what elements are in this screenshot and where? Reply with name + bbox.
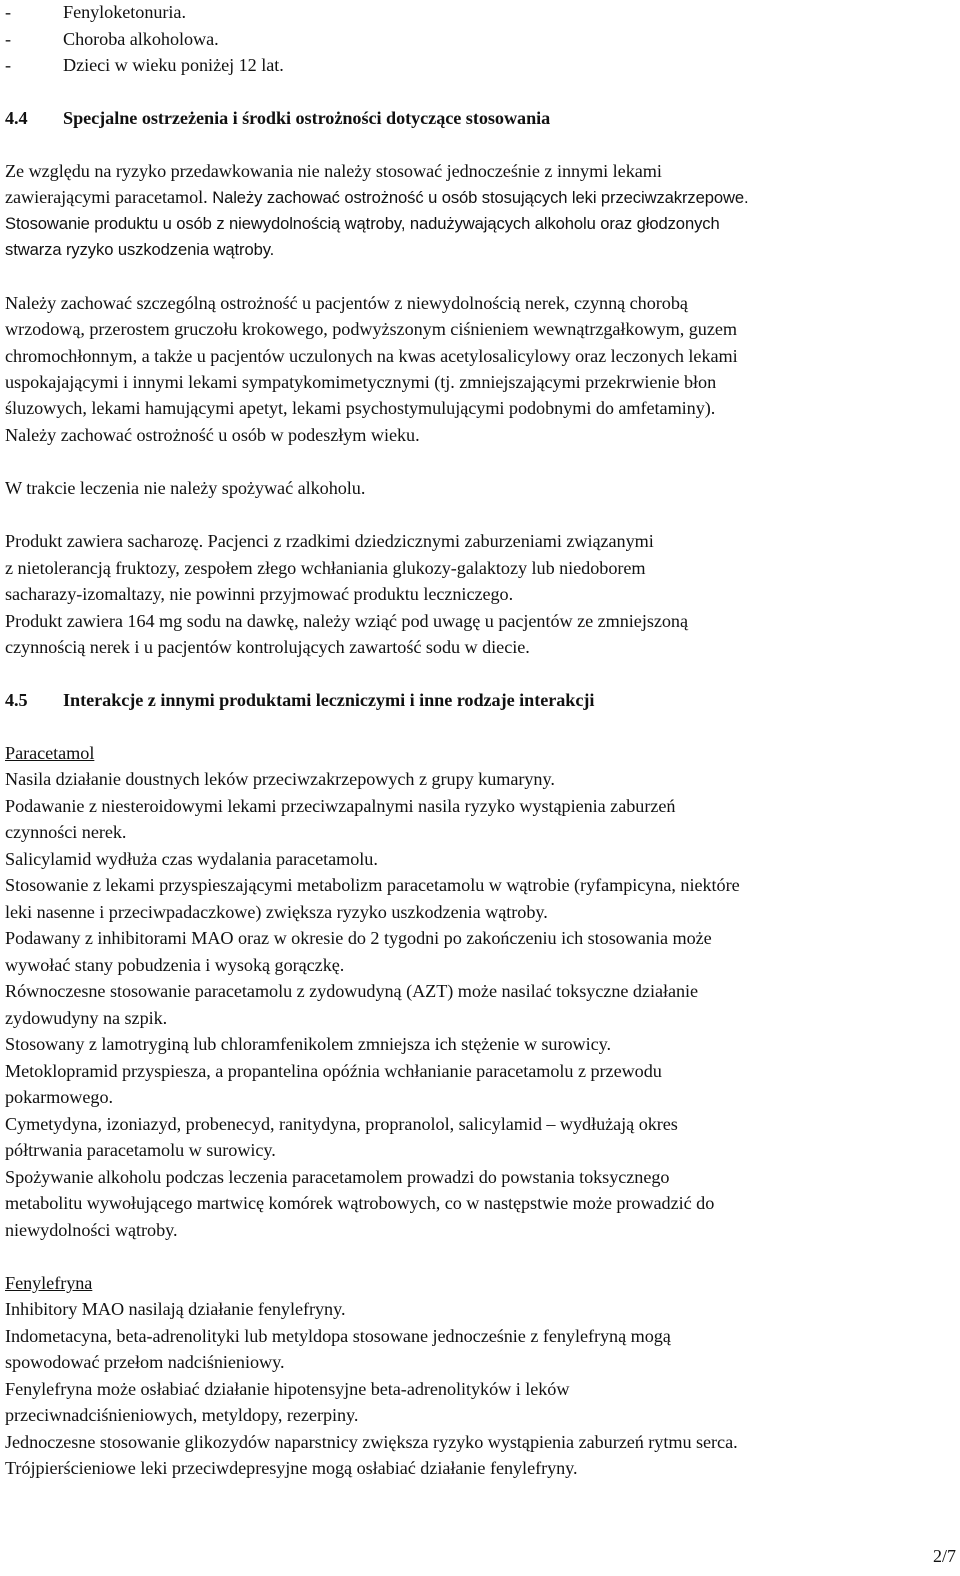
paragraph-line: czynności nerek. (5, 822, 127, 842)
list-bullet: - (5, 29, 12, 49)
paragraph-line (5, 186, 749, 209)
paragraph-line: Fenylefryna może osłabiać działanie hipotensyjne beta-adrenolityków i leków (5, 1379, 570, 1399)
paragraph-line: metabolitu wywołującego martwicę komórek wątrobowych, co w następstwie może prowadzić do (5, 1193, 715, 1213)
paragraph-line: wywołać stany pobudzenia i wysoką gorączkę. (5, 955, 345, 975)
list-item (5, 28, 219, 50)
paragraph-line: Nasila działanie doustnych leków przeciwzakrzepowych z grupy kumaryny. (5, 769, 555, 789)
list-item-text: Fenyloketonuria. (63, 2, 186, 22)
paragraph-line: wrzodową, przerostem gruczołu krokowego, podwyższonym ciśnieniem wewnątrzgałkowym, guzem (5, 319, 737, 339)
paragraph-line: czynnością nerek i u pacjentów kontrolujących zawartość sodu w diecie. (5, 637, 530, 657)
paragraph-line: przeciwnadciśnieniowych, metyldopy, rezerpiny. (5, 1405, 359, 1425)
subheading-paracetamol: Paracetamol (5, 743, 95, 763)
paragraph-line: spowodować przełom nadciśnieniowy. (5, 1352, 285, 1372)
paragraph-line: chromochłonnym, a także u pacjentów uczulonych na kwas acetylosalicylowy oraz leczonych lekami (5, 346, 738, 366)
paragraph-line: półtrwania paracetamolu w surowicy. (5, 1140, 276, 1160)
paragraph-line: Należy zachować ostrożność u osób w podeszłym wieku. (5, 425, 420, 445)
paragraph-line: Produkt zawiera 164 mg sodu na dawkę, należy wziąć pod uwagę u pacjentów ze zmniejszoną (5, 611, 688, 631)
paragraph-line: Spożywanie alkoholu podczas leczenia paracetamolem prowadzi do powstania toksycznego (5, 1167, 670, 1187)
section-heading-4-4 (5, 107, 550, 129)
list-bullet: - (5, 55, 12, 75)
paragraph-line: Trójpierścieniowe leki przeciwdepresyjne mogą osłabiać działanie fenylefryny. (5, 1458, 578, 1478)
paragraph-line: Jednoczesne stosowanie glikozydów naparstnicy zwiększa ryzyko wystąpienia zaburzeń rytmu serca. (5, 1432, 738, 1452)
paragraph-line: Inhibitory MAO nasilają działanie fenylefryny. (5, 1299, 346, 1319)
paragraph-text-sans: Należy zachować ostrożność u osób stosujących leki przeciwzakrzepowe. (212, 188, 749, 207)
section-number: 4.4 (5, 108, 28, 128)
paragraph-line: stwarza ryzyko uszkodzenia wątroby. (5, 240, 275, 259)
paragraph-line: leki nasenne i przeciwpadaczkowe) zwiększa ryzyko uszkodzenia wątroby. (5, 902, 548, 922)
paragraph-line: zydowudyny na szpik. (5, 1008, 168, 1028)
paragraph-line: Ze względu na ryzyko przedawkowania nie należy stosować jednocześnie z innymi lekami (5, 161, 662, 181)
list-bullet: - (5, 2, 12, 22)
section-heading-4-5 (5, 689, 594, 711)
paragraph-line: Metoklopramid przyspiesza, a propantelina opóźnia wchłanianie paracetamolu z przewodu (5, 1061, 662, 1081)
section-title: Interakcje z innymi produktami leczniczymi i inne rodzaje interakcji (63, 690, 595, 710)
paragraph-line: z nietolerancją fruktozy, zespołem złego wchłaniania glukozy-galaktozy lub niedoborem (5, 558, 646, 578)
paragraph-line: Stosowanie produktu u osób z niewydolnością wątroby, nadużywających alkoholu oraz głodzonych (5, 214, 720, 233)
section-title: Specjalne ostrzeżenia i środki ostrożności dotyczące stosowania (63, 108, 551, 128)
list-item-text: Dzieci w wieku poniżej 12 lat. (63, 55, 284, 75)
paragraph-line: W trakcie leczenia nie należy spożywać alkoholu. (5, 478, 366, 498)
paragraph-line: uspokajającymi i innymi lekami sympatykomimetycznymi (tj. zmniejszającymi przekrwienie błon (5, 372, 717, 392)
subheading-fenylefryna: Fenylefryna (5, 1273, 93, 1293)
paragraph-line: niewydolności wątroby. (5, 1220, 178, 1240)
section-number: 4.5 (5, 690, 28, 710)
paragraph-line: pokarmowego. (5, 1087, 113, 1107)
page-number: 2/7 (932, 1546, 956, 1566)
paragraph-line: sacharazy-izomaltazy, nie powinni przyjmować produktu leczniczego. (5, 584, 514, 604)
paragraph-line: Indometacyna, beta-adrenolityki lub metyldopa stosowane jednocześnie z fenylefryną mogą (5, 1326, 671, 1346)
list-item (5, 1, 186, 23)
paragraph-line: Cymetydyna, izoniazyd, probenecyd, ranitydyna, propranolol, salicylamid – wydłużają okres (5, 1114, 678, 1134)
paragraph-line: śluzowych, lekami hamującymi apetyt, lekami psychostymulującymi podobnymi do amfetaminy). (5, 398, 716, 418)
paragraph-line: Podawanie z niesteroidowymi lekami przeciwzapalnymi nasila ryzyko wystąpienia zaburzeń (5, 796, 676, 816)
paragraph-line: Równoczesne stosowanie paracetamolu z zydowudyną (AZT) może nasilać toksyczne działanie (5, 981, 699, 1001)
list-item-text: Choroba alkoholowa. (63, 29, 219, 49)
paragraph-line: Stosowanie z lekami przyspieszającymi metabolizm paracetamolu w wątrobie (ryfampicyna, niektóre (5, 875, 740, 895)
paragraph-line: Salicylamid wydłuża czas wydalania paracetamolu. (5, 849, 378, 869)
paragraph-text: zawierającymi paracetamol. (5, 187, 213, 207)
paragraph-line: Produkt zawiera sacharozę. Pacjenci z rzadkimi dziedzicznymi zaburzeniami związanymi (5, 531, 654, 551)
paragraph-line: Podawany z inhibitorami MAO oraz w okresie do 2 tygodni po zakończeniu ich stosowania może (5, 928, 712, 948)
paragraph-line: Należy zachować szczególną ostrożność u pacjentów z niewydolnością nerek, czynną chorobą (5, 293, 688, 313)
paragraph-line: Stosowany z lamotryginą lub chloramfenikolem zmniejsza ich stężenie w surowicy. (5, 1034, 611, 1054)
list-item (5, 54, 284, 76)
